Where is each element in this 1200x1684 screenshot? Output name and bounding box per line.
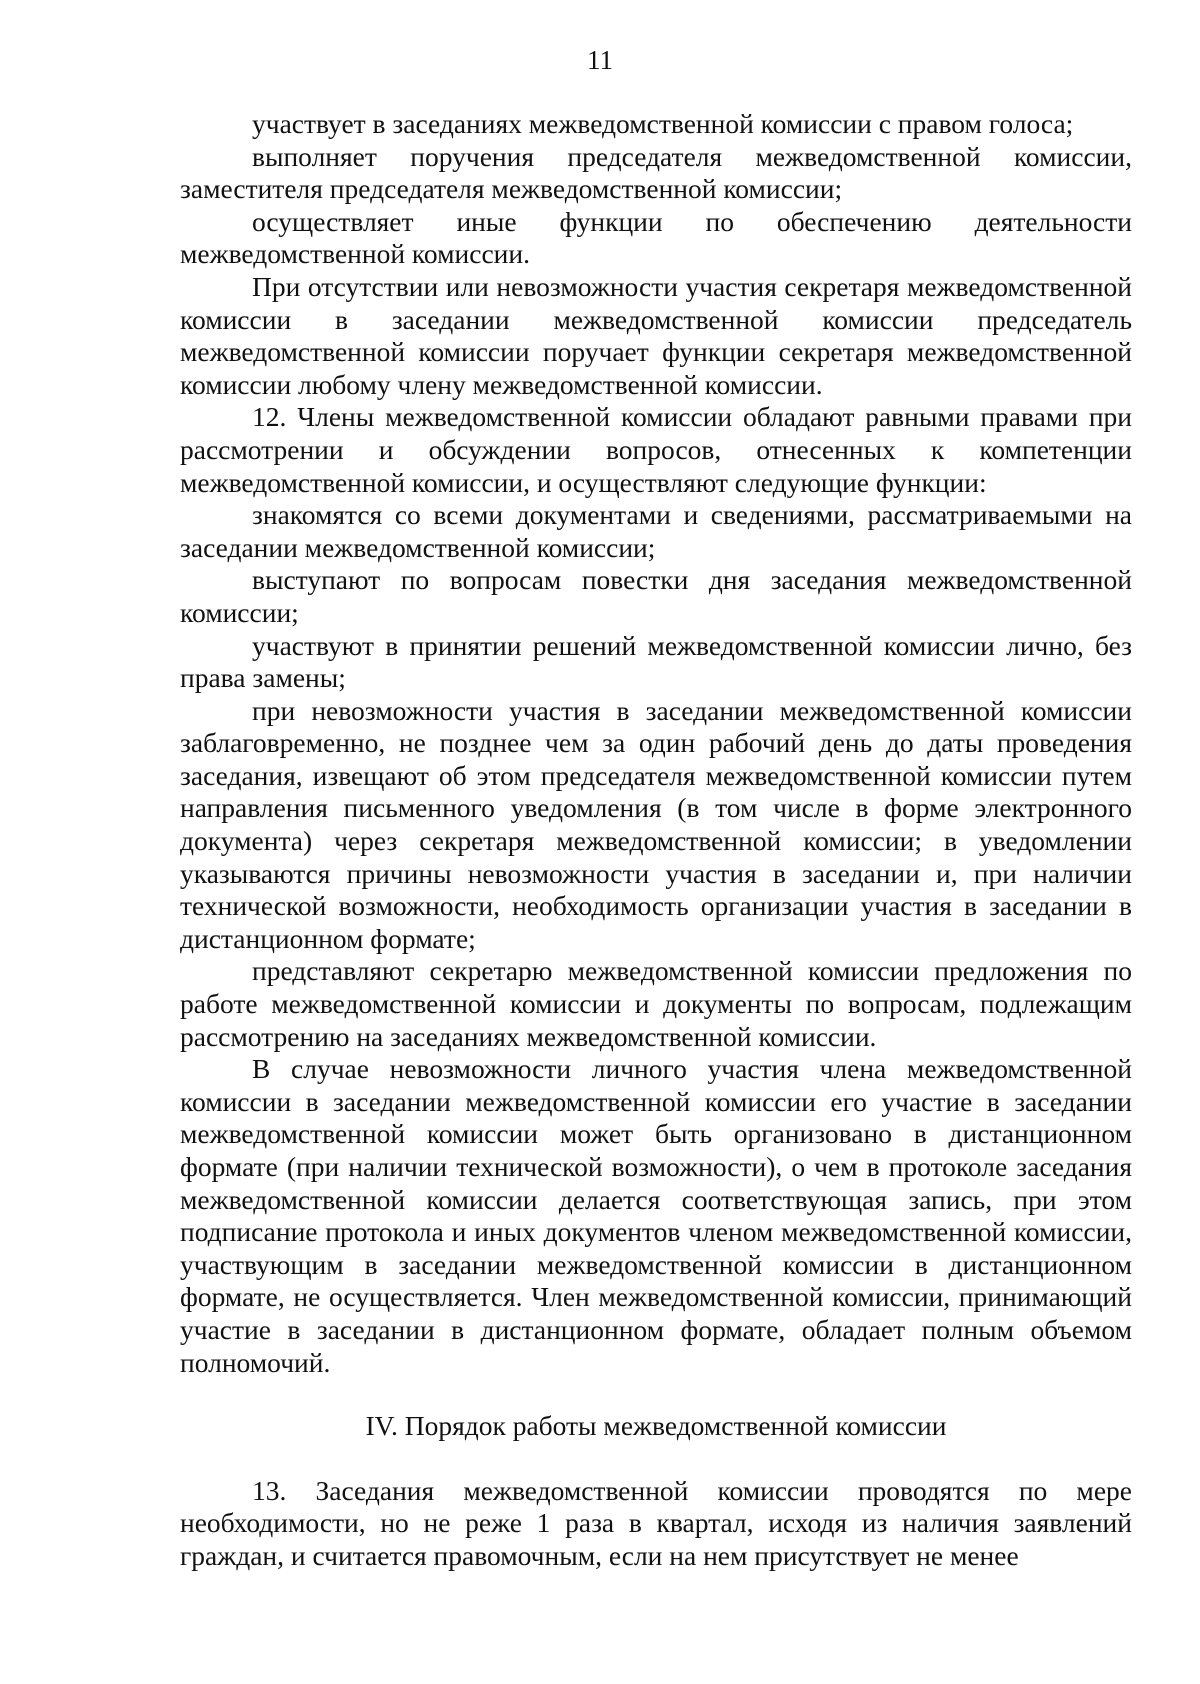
paragraph-personal-decisions: участвуют в принятии решений межведомственной комиссии лично, без права замены; — [180, 629, 1132, 694]
paragraph-voting-participation: участвует в заседаниях межведомственной комиссии с правом голоса; — [252, 108, 1074, 139]
paragraph-agenda-speaking: выступают по вопросам повестки дня заседания межведомственной комиссии; — [180, 564, 1132, 628]
paragraph-submit-proposals: представляют секретарю межведомственной комиссии предложения по работе межведомственной комиссии и документы по вопросам, подлежащим рассмотрению на заседаниях межведомственной комиссии. — [180, 955, 1132, 1052]
document-body — [180, 108, 1132, 1573]
paragraph-remote-participation: В случае невозможности личного участия члена межведомственной комиссии в заседании межведомственной комиссии его участие в заседании межведомственной комиссии может быть организовано в дистанционном формате (при наличии технической возможности), о чем в протоколе заседания межведомственной комиссии делается соответствующая запись, при этом подписание протокола и иных документов членом межведомственной комиссии, участвующим в заседании межведомственной комиссии в дистанционном формате, не осуществляется. Член межведомственной комиссии, принимающий участие в заседании в дистанционном формате, обладает полным объемом полномочий. — [180, 1053, 1132, 1378]
paragraph-absence-notice: при невозможности участия в заседании межведомственной комиссии заблаговременно, не позднее чем за один рабочий день до даты проведения заседания, извещают об этом председателя межведомственной комиссии путем направления письменного уведомления (в том числе в форме электронного документа) через секретаря межведомственной комиссии; в уведомлении указываются причины невозможности участия в заседании и, при наличии технической возможности, необходимость организации участия в заседании в дистанционном формате; — [180, 694, 1132, 954]
paragraph-other-functions: осуществляет иные функции по обеспечению деятельности межведомственной комиссии. — [180, 205, 1132, 270]
paragraph-review-documents: знакомятся со всеми документами и сведениями, рассматриваемыми на заседании межведомственной комиссии; — [180, 499, 1132, 563]
page-number: 11 — [587, 45, 613, 75]
section-heading: IV. Порядок работы межведомственной комиссии — [365, 1410, 947, 1442]
paragraph-chair-instructions: выполняет поручения председателя межведомственной комиссии, заместителя председателя межведомственной комиссии; — [180, 140, 1132, 205]
paragraph-item-12: 12. Члены межведомственной комиссии обладают равными правами при рассмотрении и обсуждении вопросов, отнесенных к компетенции межведомственной комиссии, и осуществляют следующие функции: — [180, 401, 1132, 498]
paragraph-secretary-absence: При отсутствии или невозможности участия секретаря межведомственной комиссии в заседании межведомственной комиссии председатель межведомственной комиссии поручает функции секретаря межведомственной комиссии любому члену межведомственной комиссии. — [180, 270, 1132, 400]
paragraph-item-13: 13. Заседания межведомственной комиссии проводятся по мере необходимости, но не реже 1 раза в квартал, исходя из наличия заявлений граждан, и считается правомочным, если на нем присутствует не менее — [180, 1474, 1132, 1571]
